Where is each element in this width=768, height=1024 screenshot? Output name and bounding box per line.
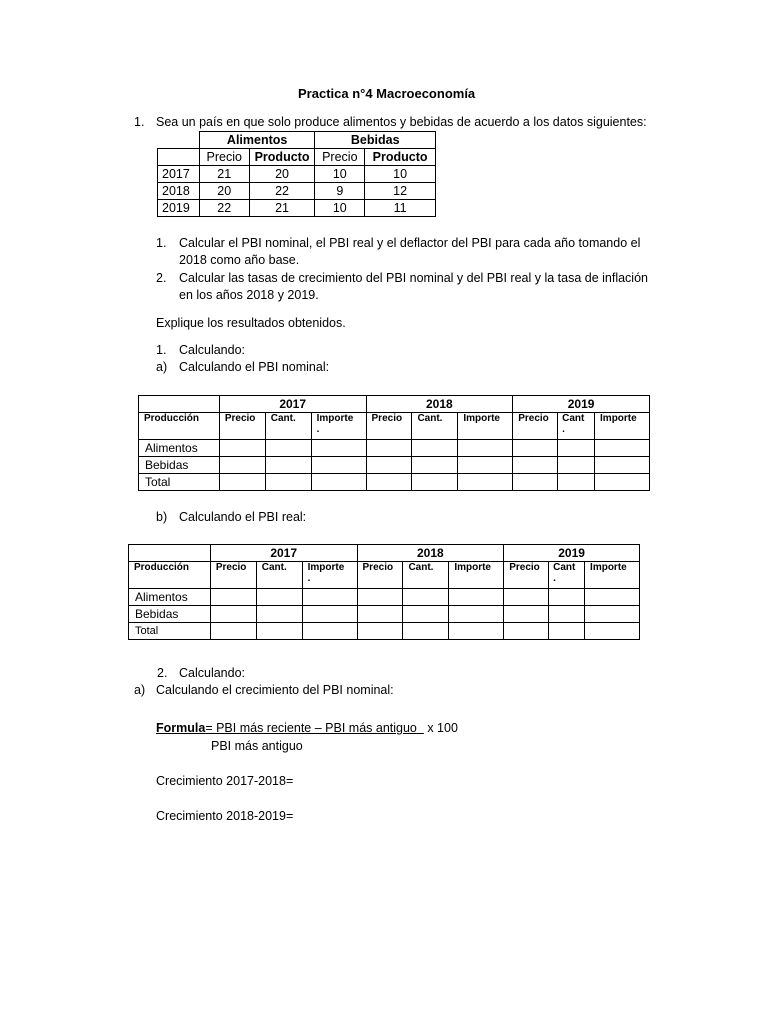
table-row xyxy=(158,183,436,200)
formula-label: Formula xyxy=(156,721,206,735)
value-cell: 10 xyxy=(365,166,436,183)
production-header: Producción xyxy=(139,413,220,440)
row-label: Alimentos xyxy=(129,589,211,606)
production-header: Producción xyxy=(129,562,211,589)
page-title: Practica n°4 Macroeconomía xyxy=(298,86,476,101)
cant-header: Cant. xyxy=(256,562,302,589)
empty-cell xyxy=(158,132,200,149)
value-cell: 10 xyxy=(315,200,365,217)
year-header: 2018 xyxy=(366,396,513,413)
value-cell: 22 xyxy=(199,200,249,217)
importe-header: Importe xyxy=(458,413,513,440)
growth-line: Crecimiento 2018-2019= xyxy=(156,809,294,823)
formula-numerator: = PBI más reciente – PBI más antiguo xyxy=(205,721,417,735)
part-letter: a) xyxy=(156,360,168,374)
value-cell: 10 xyxy=(315,166,365,183)
sub-question-text: Calcular las tasas de crecimiento del PBI nominal y del PBI real y la tasa de inflación xyxy=(179,271,648,285)
importe-header: Importe xyxy=(585,562,640,589)
price-header: Precio xyxy=(210,562,256,589)
table-row xyxy=(158,200,436,217)
price-header: Precio xyxy=(219,413,265,440)
header-alimentos: Alimentos xyxy=(199,132,315,149)
value-cell: 9 xyxy=(315,183,365,200)
value-cell: 11 xyxy=(365,200,436,217)
price-header: Precio xyxy=(357,562,403,589)
table-row xyxy=(139,457,650,474)
part-text: Calculando el crecimiento del PBI nominal: xyxy=(156,683,394,697)
importe-header: Importe xyxy=(595,413,650,440)
year-cell: 2019 xyxy=(158,200,200,217)
value-cell: 21 xyxy=(249,200,315,217)
table-row xyxy=(129,589,640,606)
row-label: Total xyxy=(129,623,211,640)
price-header: Precio xyxy=(513,413,558,440)
formula-denominator: PBI más antiguo xyxy=(211,739,303,753)
subheader-precio: Precio xyxy=(315,149,365,166)
year-header: 2019 xyxy=(513,396,650,413)
pbi-nominal-table xyxy=(138,395,650,491)
value-cell: 21 xyxy=(199,166,249,183)
question-text: Sea un país en que solo produce alimentos y bebidas de acuerdo a los datos siguientes: xyxy=(156,115,647,129)
importe-label: Importe xyxy=(316,413,354,424)
importe-dot: . xyxy=(316,424,320,435)
cant-dot: . xyxy=(562,424,565,435)
importe-header: Importe xyxy=(449,562,504,589)
importe-label: Importe xyxy=(307,562,345,573)
importe-header xyxy=(302,562,357,589)
subheader-precio: Precio xyxy=(199,149,249,166)
part-text: Calculando el PBI real: xyxy=(179,510,307,524)
table-row xyxy=(129,623,640,640)
part-text: Calculando el PBI nominal: xyxy=(179,360,330,374)
cant-header: Cant. xyxy=(265,413,311,440)
value-cell: 20 xyxy=(199,183,249,200)
empty-cell xyxy=(139,396,220,413)
importe-dot: . xyxy=(307,573,311,584)
table-row xyxy=(139,474,650,491)
cant-label: Cant xyxy=(553,562,576,573)
value-cell: 12 xyxy=(365,183,436,200)
importe-header xyxy=(311,413,366,440)
formula xyxy=(156,720,458,737)
sub-question-number: 1. xyxy=(156,236,167,250)
year-header: 2019 xyxy=(504,545,640,562)
subheader-producto: Producto xyxy=(365,149,436,166)
sub-question-text: 2018 como año base. xyxy=(179,253,300,267)
year-header: 2018 xyxy=(357,545,504,562)
table-row xyxy=(129,606,640,623)
table-row xyxy=(139,440,650,457)
year-cell: 2018 xyxy=(158,183,200,200)
row-label: Alimentos xyxy=(139,440,220,457)
sub-question-text: Calcular el PBI nominal, el PBI real y el deflactor del PBI para cada año tomando el xyxy=(179,236,641,250)
price-header: Precio xyxy=(366,413,412,440)
sub-question-text: en los años 2018 y 2019. xyxy=(179,288,319,302)
empty-cell xyxy=(158,149,200,166)
cant-dot: . xyxy=(553,573,556,584)
section-number: 1. xyxy=(156,343,167,357)
year-cell: 2017 xyxy=(158,166,200,183)
section-text: Calculando: xyxy=(179,666,246,680)
row-label: Bebidas xyxy=(139,457,220,474)
part-letter: a) xyxy=(134,683,146,697)
formula-multiplier: x 100 xyxy=(427,721,458,735)
price-header: Precio xyxy=(504,562,549,589)
data-table xyxy=(157,131,436,217)
value-cell: 22 xyxy=(249,183,315,200)
cant-header: Cant. xyxy=(403,562,449,589)
cant-header xyxy=(558,413,595,440)
part-letter: b) xyxy=(156,510,168,524)
pbi-real-table xyxy=(128,544,640,640)
value-cell: 20 xyxy=(249,166,315,183)
table-row xyxy=(158,166,436,183)
sub-question-number: 2. xyxy=(156,271,167,285)
section-number: 2. xyxy=(157,666,168,680)
subheader-producto: Producto xyxy=(249,149,315,166)
growth-line: Crecimiento 2017-2018= xyxy=(156,774,294,788)
cant-label: Cant xyxy=(562,413,585,424)
row-label: Bebidas xyxy=(129,606,211,623)
header-bebidas: Bebidas xyxy=(315,132,436,149)
row-label: Total xyxy=(139,474,220,491)
cant-header xyxy=(549,562,585,589)
section-text: Calculando: xyxy=(179,343,246,357)
instruction-text: Explique los resultados obtenidos. xyxy=(156,316,346,330)
cant-header: Cant. xyxy=(412,413,458,440)
year-header: 2017 xyxy=(210,545,357,562)
year-header: 2017 xyxy=(219,396,366,413)
empty-cell xyxy=(129,545,211,562)
question-number: 1. xyxy=(134,115,145,129)
